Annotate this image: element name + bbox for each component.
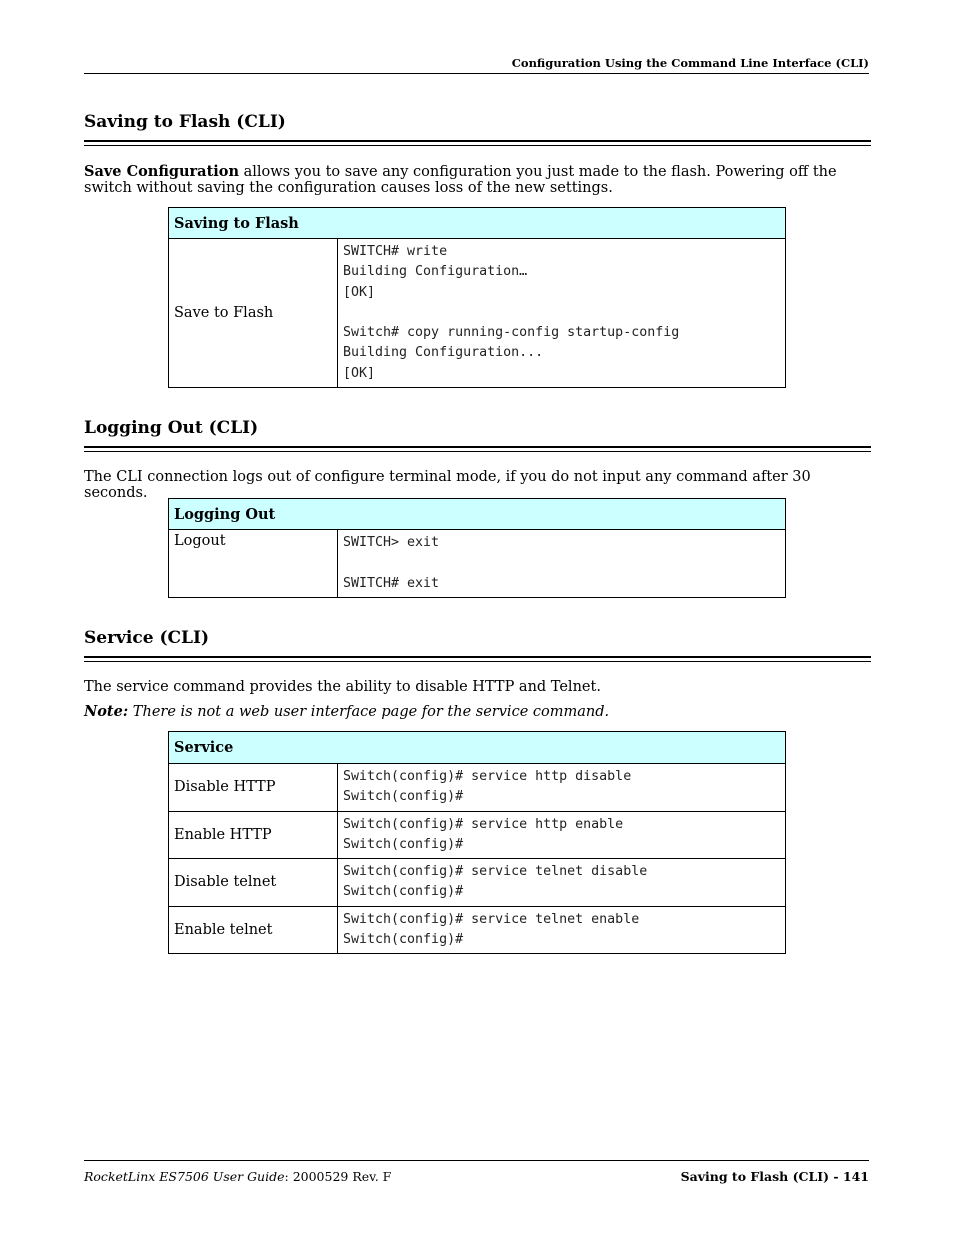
code-line: [OK] <box>343 365 376 381</box>
saving-to-flash-table <box>168 207 786 388</box>
code-line: Switch(config)# service http disable <box>343 769 632 784</box>
table-row <box>169 906 786 954</box>
footer-doc-title: RocketLinx ES7506 User Guide <box>84 1169 285 1184</box>
code-line: Building Configuration… <box>343 264 528 280</box>
code-line: [OK] <box>343 284 376 300</box>
code-line: Switch(config)# <box>343 884 464 900</box>
row-label: Save to Flash <box>169 239 338 388</box>
footer-page-ref: Saving to Flash (CLI) - 141 <box>680 1169 869 1184</box>
row-label: Enable telnet <box>169 906 338 954</box>
table-row <box>169 239 786 388</box>
table-row <box>169 530 786 598</box>
code-line <box>343 553 780 573</box>
code-line: Switch(config)# service http enable <box>343 816 624 832</box>
saving-intro <box>84 164 874 196</box>
code-line: Switch(config)# <box>343 836 464 852</box>
section-title-service: Service (CLI) <box>84 628 209 648</box>
footer-doc-number: : 2000529 Rev. F <box>284 1169 392 1184</box>
footer-doc-info <box>84 1169 391 1184</box>
table-row <box>169 811 786 859</box>
table-row <box>169 859 786 907</box>
table-row <box>169 764 786 812</box>
table-heading: Service <box>169 732 786 764</box>
logging-intro: The CLI connection logs out of configure terminal mode, if you do not input any command after 30 seconds. <box>84 469 811 501</box>
row-label: Disable HTTP <box>169 764 338 812</box>
note-text: There is not a web user interface page for the service command. <box>128 704 610 720</box>
logging-out-table <box>168 498 786 598</box>
code-line: SWITCH# write <box>343 244 448 259</box>
row-commands <box>338 764 786 812</box>
saving-intro-text: allows you to save any configuration you just made to the flash. Powering off the switch without saving the configuration causes loss of the new settings. <box>84 164 837 196</box>
service-intro: The service command provides the ability to disable HTTP and Telnet. <box>84 679 601 695</box>
row-label: Logout <box>169 530 338 598</box>
save-configuration-term: Save Configuration <box>84 163 239 180</box>
section-rule <box>84 446 871 452</box>
code-line: SWITCH# exit <box>343 575 440 591</box>
table-heading: Saving to Flash <box>169 208 786 239</box>
section-title-logging-out: Logging Out (CLI) <box>84 418 259 438</box>
row-commands <box>338 530 786 598</box>
section-rule <box>84 656 871 662</box>
service-note <box>84 704 874 721</box>
row-commands <box>338 906 786 954</box>
code-line: Building Configuration... <box>343 345 544 361</box>
code-line: SWITCH> exit <box>343 535 440 550</box>
row-label: Disable telnet <box>169 859 338 907</box>
row-commands <box>338 859 786 907</box>
note-label: Note: <box>84 703 129 720</box>
row-commands <box>338 811 786 859</box>
header-rule <box>84 73 869 74</box>
code-line: Switch(config)# <box>343 789 464 805</box>
code-line: Switch# copy running-config startup-config <box>343 325 680 341</box>
row-label: Enable HTTP <box>169 811 338 859</box>
row-commands <box>338 239 786 388</box>
code-line: Switch(config)# service telnet disable <box>343 864 648 880</box>
running-header: Configuration Using the Command Line Interface (CLI) <box>511 56 869 70</box>
table-heading: Logging Out <box>169 499 786 530</box>
service-table <box>168 731 786 954</box>
code-line: Switch(config)# <box>343 932 464 948</box>
code-line: Switch(config)# service telnet enable <box>343 911 640 927</box>
section-rule <box>84 140 871 146</box>
section-title-saving-to-flash: Saving to Flash (CLI) <box>84 112 286 132</box>
footer-rule <box>84 1160 869 1161</box>
code-line <box>343 303 780 323</box>
